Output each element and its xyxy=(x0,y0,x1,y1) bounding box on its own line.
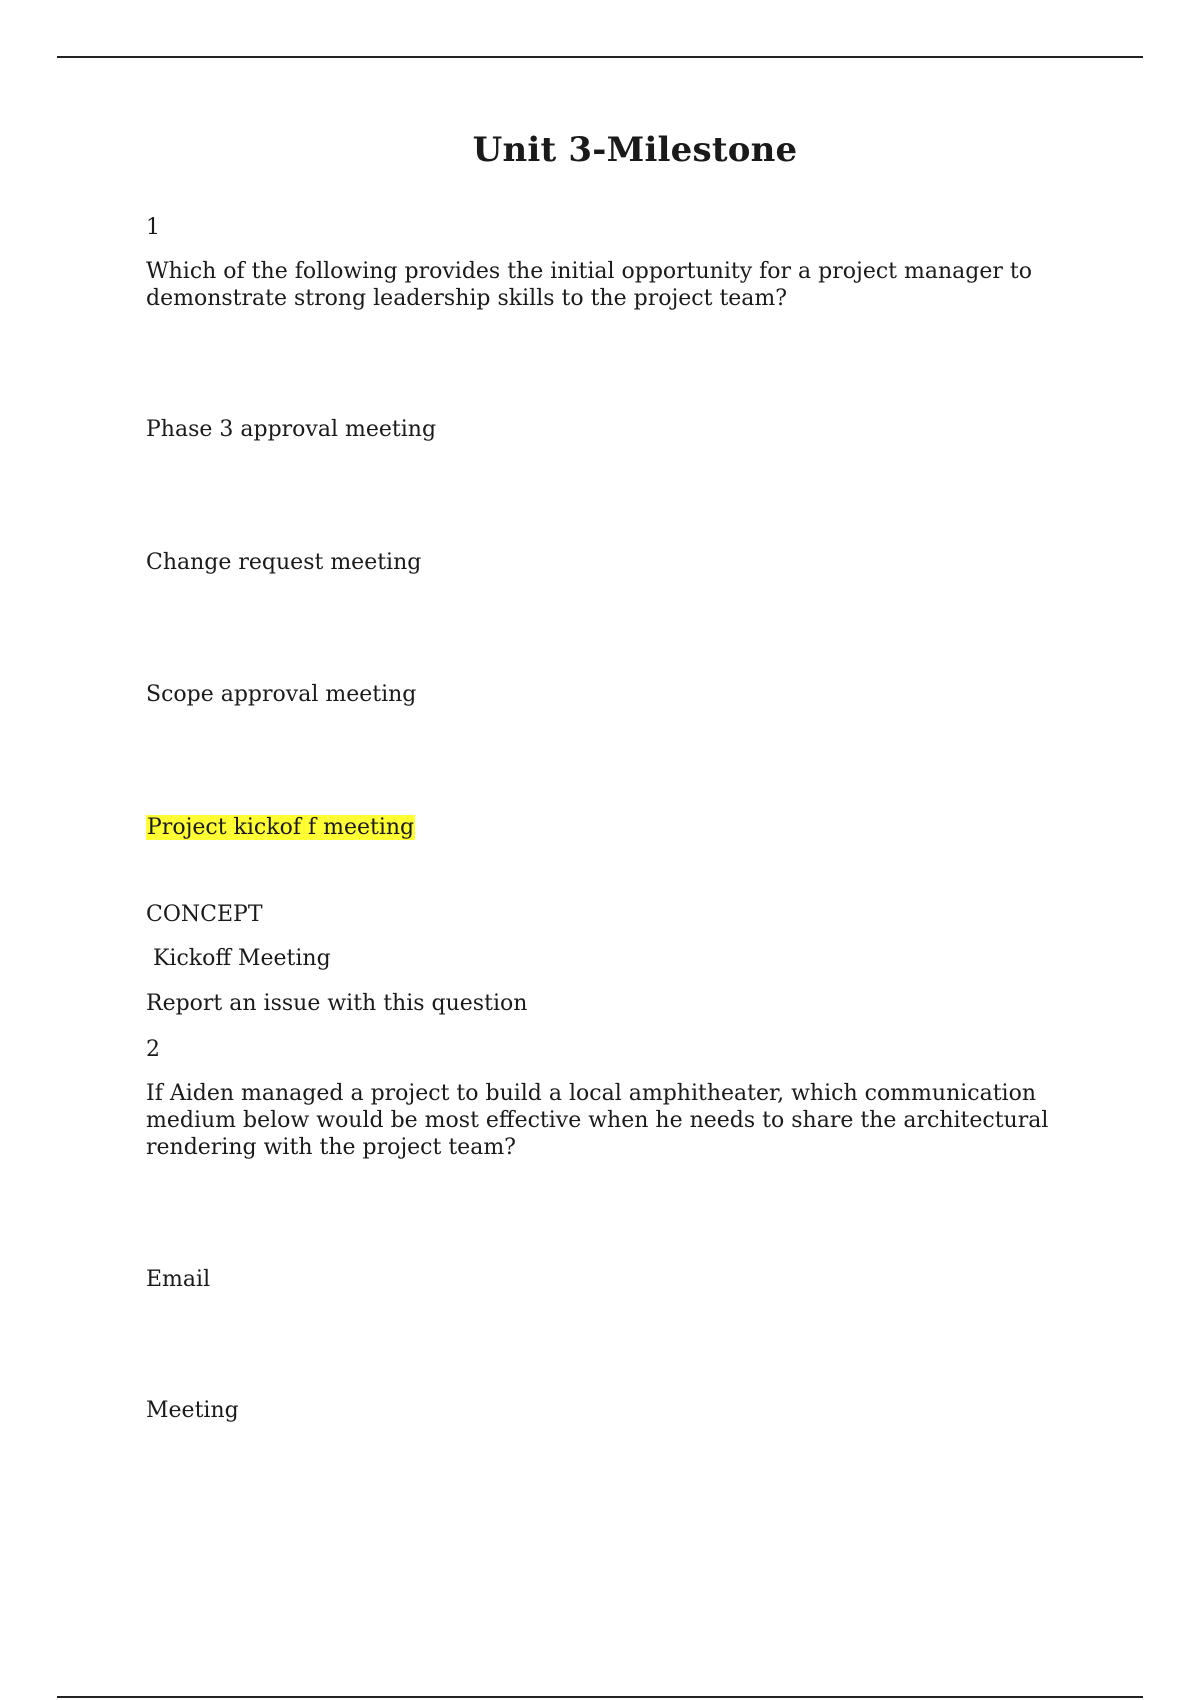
answer-option[interactable]: Phase 3 approval meeting xyxy=(146,417,437,442)
concept-value: Kickoff Meeting xyxy=(146,946,331,971)
document-title: Unit 3-Milestone xyxy=(472,130,798,170)
answer-option[interactable]: Email xyxy=(146,1267,211,1292)
answer-option[interactable]: Change request meeting xyxy=(146,550,422,575)
question-text: Which of the following provides the initial opportunity for a project manager to demonstrate strong leadership skills to the project team? xyxy=(146,259,1032,311)
question-number: 2 xyxy=(146,1037,160,1062)
answer-option[interactable]: Scope approval meeting xyxy=(146,682,417,707)
question-number: 1 xyxy=(146,215,160,240)
answer-option-selected[interactable] xyxy=(146,814,415,842)
highlighted-answer: Project kickof f meeting xyxy=(147,815,415,840)
concept-label: CONCEPT xyxy=(146,902,263,927)
answer-option[interactable]: Meeting xyxy=(146,1398,239,1423)
footer-rule xyxy=(57,1696,1143,1698)
header-rule xyxy=(57,56,1143,58)
question-text: If Aiden managed a project to build a local amphitheater, which communication medium below would be most effective when he needs to share the architectural rendering with the project team? xyxy=(146,1081,1049,1160)
report-issue-link[interactable]: Report an issue with this question xyxy=(146,991,528,1016)
